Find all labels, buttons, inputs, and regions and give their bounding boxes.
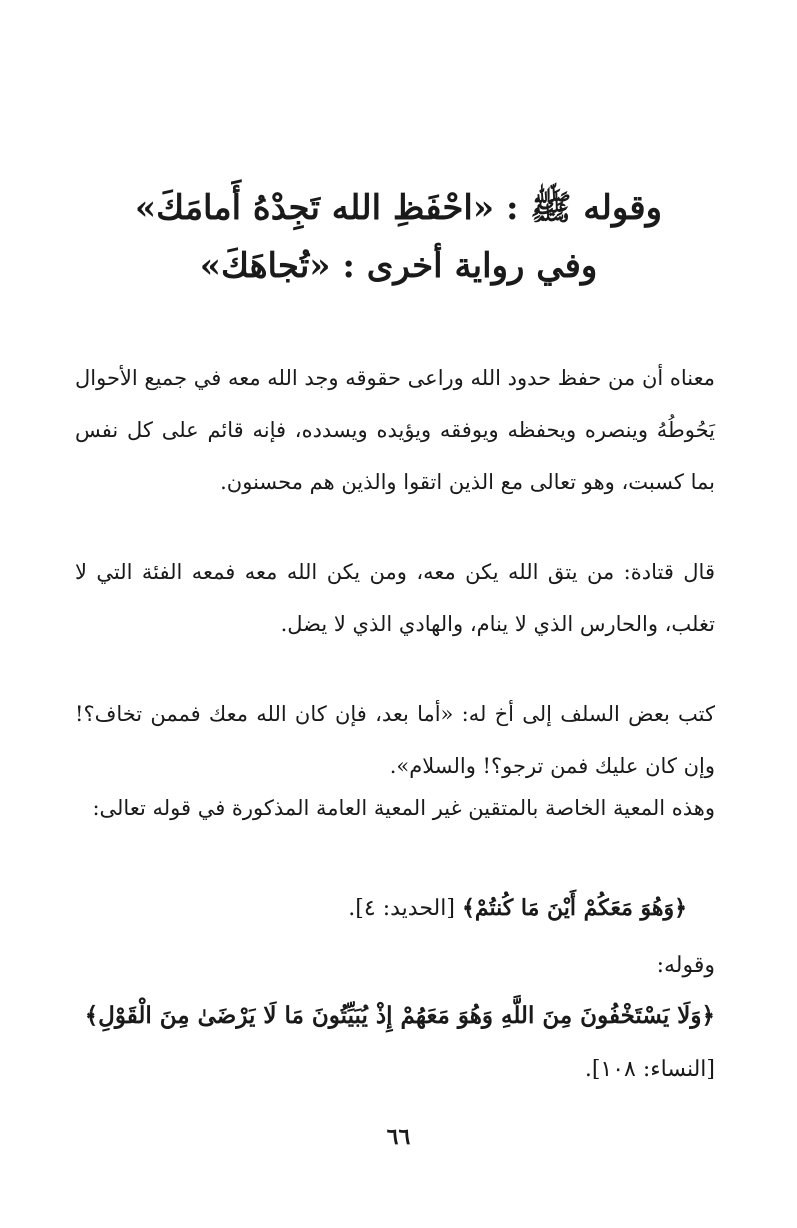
paragraph-qatada: قال قتادة: من يتق الله يكن معه، ومن يكن الله معه فمعه الفئة التي لا تغلب، والحارس الذي لا ينام، والهادي الذي لا يضل. xyxy=(75,560,715,636)
quran-verse-nisa xyxy=(85,990,715,1042)
verse-reference: [الحديد: ٤]. xyxy=(348,896,455,921)
page-heading-line-2: وفي رواية أخرى : «تُجاهَكَ» xyxy=(199,246,598,286)
verse-reference: [النساء: ١٠٨]. xyxy=(584,1057,715,1082)
page-number: ٦٦ xyxy=(386,1124,411,1150)
page-heading-line-1: وقوله ﷺ : «احْفَظِ الله تَجِدْهُ أَمامَكَ» xyxy=(134,188,663,228)
paragraph-meaning: معناه أن من حفظ حدود الله وراعى حقوقه وجد الله معه في جميع الأحوال يَحُوطُهُ وينصره ويحفظه ويوفقه ويؤيده ويسدده، فإنه قائم على كل نفس بما كسبت، وهو تعالى مع الذين اتقوا والذين هم محسنون. xyxy=(75,366,715,494)
verse-text: ﴿وَلَا يَسْتَخْفُونَ مِنَ اللَّهِ وَهُوَ مَعَهُمْ إِذْ يُبَيِّتُونَ مَا لَا يَرْضَىٰ مِنَ الْقَوْلِ﴾ xyxy=(84,1002,715,1029)
paragraph-special-company: وهذه المعية الخاصة بالمتقين غير المعية العامة المذكورة في قوله تعالى: xyxy=(92,796,715,820)
quran-verse-hadid xyxy=(348,882,687,935)
verse-intro-label: وقوله: xyxy=(656,953,715,978)
verse-text: ﴿وَهُوَ مَعَكُمْ أَيْنَ مَا كُنتُمْ﴾ xyxy=(461,895,687,921)
paragraph-salaf-letter: كتب بعض السلف إلى أخ له: «أما بعد، فإن كان الله معك فممن تخاف؟! وإن كان عليك فمن ترجو؟! والسلام». xyxy=(75,702,715,778)
